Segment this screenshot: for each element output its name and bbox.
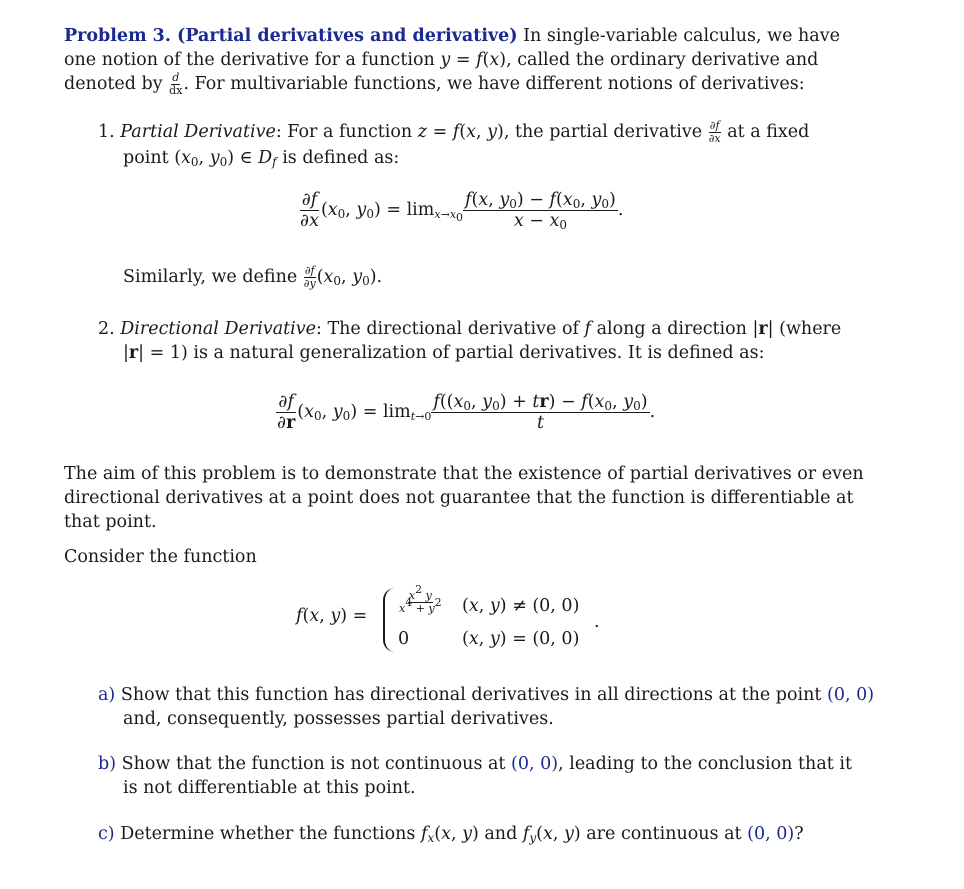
part-c-line-1: c) Determine whether the functions $f_x(x$, y) and $f_y(x$, y) are continuous at (0, 0)?: [98, 824, 804, 845]
aim-line-3: that point.: [64, 512, 157, 532]
case-2-expression: 0: [398, 629, 410, 649]
consider-text: Consider the function: [64, 547, 257, 567]
math-y-eq-fx: y = f(x): [440, 50, 507, 70]
directional-derivative-equation: $\frac{\partial f}{\partial r}$ ($x_0$, $y_0) = \lim_{t\to 0}$ $\frac{f((x_0, y_0) + tr) - f(x_0, y_0)}{t}$ .: [277, 392, 656, 433]
case-1-condition: (x, y) ≠ (0, 0): [462, 596, 580, 616]
part-a-line-2: and, consequently, possesses partial derivatives.: [123, 709, 554, 729]
case-2-condition: (x, y) = (0, 0): [462, 629, 580, 649]
left-brace: [383, 588, 397, 652]
item2-line-1: 2. Directional Derivative: The directional derivative of f along a direction |r| (where: [98, 319, 842, 339]
item2-name: Directional Derivative: [120, 319, 317, 339]
intro-line-1: Problem 3. (Partial derivatives and derivative) In single-variable calculus, we have: [64, 26, 840, 46]
math-d-dx: $\frac{d}{dx}$: [169, 71, 183, 97]
aim-line-1: The aim of this problem is to demonstrate that the existence of partial derivatives or even: [64, 464, 864, 484]
aim-line-2: directional derivatives at a point does not guarantee that the function is differentiable at: [64, 488, 854, 508]
case-1-expression: $\frac{x^2 y}{x^4 + y^2}$: [399, 583, 442, 615]
part-b-line-1: b) Show that the function is not continuous at (0, 0), leading to the conclusion that it: [98, 754, 852, 774]
problem-title: Problem 3. (Partial derivatives and derivative): [64, 26, 518, 46]
intro-line-3: denoted by $\frac{d}{dx}$ . For multivariable functions, we have different notions of derivatives:: [64, 71, 805, 97]
part-a-line-1: a) Show that this function has directional derivatives in all directions at the point (0, 0): [98, 685, 875, 705]
item1-similarly: Similarly, we define $\frac{\partial f}{\partial y}$ ($x_0$, $y_0$).: [123, 264, 383, 290]
item2-line-2: |r| = 1) is a natural generalization of partial derivatives. It is defined as:: [123, 343, 765, 363]
piecewise-period: .: [594, 612, 600, 632]
part-b-line-2: is not differentiable at this point.: [123, 778, 416, 798]
item1-name: Partial Derivative: [120, 122, 276, 142]
item1-line-1: 1. Partial Derivative: For a function z = f(x, y), the partial derivative $\frac{\partial f}{\partial x}$ at a fixed: [98, 119, 810, 145]
math-df-dx-small: $\frac{\partial f}{\partial x}$: [708, 119, 721, 145]
item1-line-2: point ($x_0$, $y_0$) ∈ $D_f$ is defined as:: [123, 148, 400, 169]
partial-derivative-equation: $\frac{\partial f}{\partial x}$ ($x_0$, $y_0) = \lim_{x\to x_0}$ $\frac{f(x, y_0) - f(x_0, y_0)}{x - x_0}$ .: [300, 190, 624, 232]
intro-line-2: one notion of the derivative for a function y = f(x), called the ordinary derivative and: [64, 50, 819, 70]
